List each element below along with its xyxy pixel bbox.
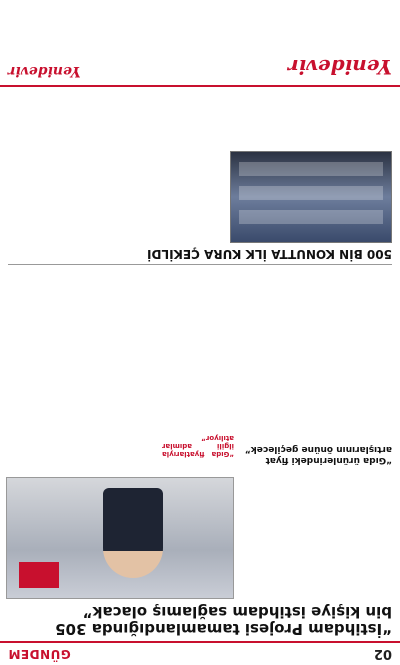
section-label: GÜNDEM xyxy=(8,647,71,661)
inline-subheading: “Gıda fiyatlarıyla ilgili adımlar atılıyor” xyxy=(162,434,234,458)
audience-row xyxy=(239,210,383,224)
article-column xyxy=(8,93,74,243)
article-column xyxy=(80,93,150,243)
article-column xyxy=(156,93,226,243)
article-column xyxy=(162,269,234,461)
article-column xyxy=(232,93,392,149)
secondary-logo: Yenidevir xyxy=(8,63,81,79)
page-header xyxy=(0,641,400,665)
article-column xyxy=(8,269,78,461)
page-number: 02 xyxy=(373,646,392,662)
flag-graphic xyxy=(19,562,59,588)
main-headline: “İstihdam Projesi tamamlandığında 305 bin kişiye istihdam sağlamış olacak” xyxy=(55,603,392,638)
speaker-figure xyxy=(103,488,163,578)
article-column xyxy=(84,269,156,461)
masthead-logo: Yenidevir xyxy=(288,55,392,79)
article-column xyxy=(320,269,392,439)
main-photo xyxy=(6,477,234,599)
second-headline: 500 BİN KONUTTA İLK KURA ÇEKİLDİ xyxy=(147,247,392,261)
section-divider xyxy=(8,264,392,265)
audience-row xyxy=(239,186,383,200)
imprint-block xyxy=(140,3,270,79)
second-photo xyxy=(230,151,392,243)
article-column xyxy=(242,269,314,439)
footer-band xyxy=(0,0,400,87)
audience-row xyxy=(239,162,383,176)
sub-headline: “Gıda ürünlerindeki fiyat artışlarının önüne geçilecek” xyxy=(244,444,392,465)
